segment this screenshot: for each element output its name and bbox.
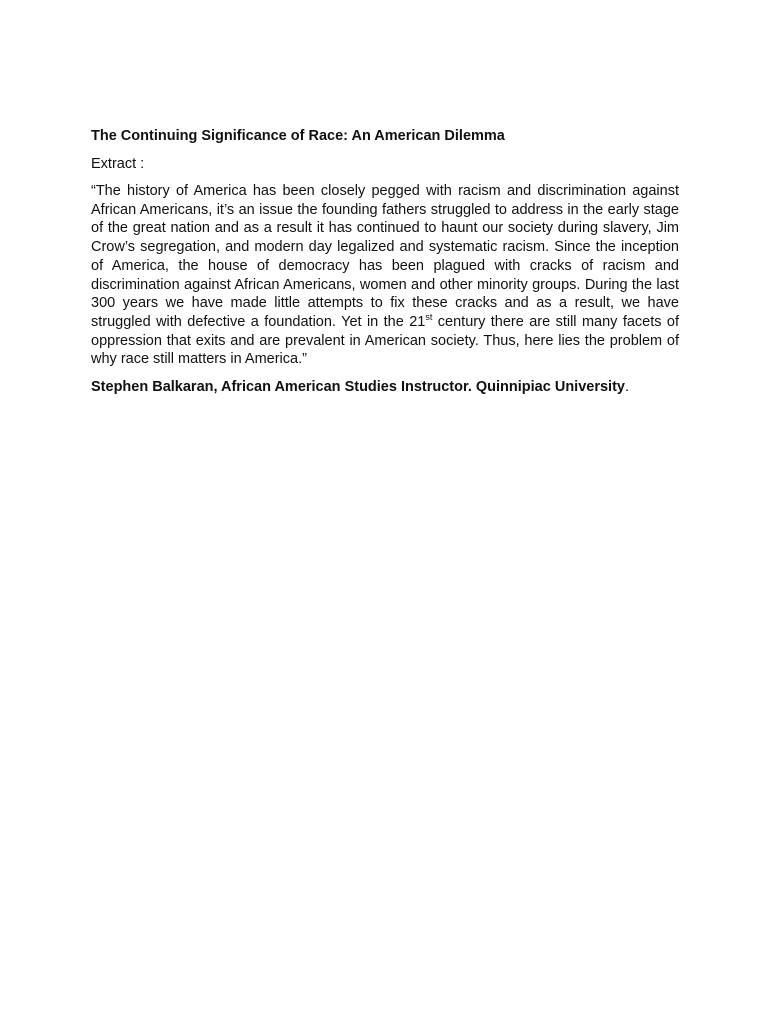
quote-paragraph [91,182,679,369]
attribution [91,377,679,397]
quote-text-part1: “The history of America has been closely pegged with racism and discrimination against African Americans, it’s an issue the founding fathers struggled to address in the early stage of the great nation and as a result it has continued to haunt our society during slavery, Jim Crow’s segregation, and modern day legalized and systematic racism. Since the inception of America, the house of democracy has been plagued with cracks of racism and discrimination against African Americans, women and other minority groups. During the last 300 years we have made little attempts to fix these cracks and as a result, we have struggled with defective a foundation. Yet in the 21 [91,183,679,330]
attribution-period: . [624,379,629,396]
quote-text-part2: century there are still many facets of oppression that exits and are prevalent in American society. Thus, here lies the problem of why race still matters in America.” [91,313,680,368]
attribution-name: Stephen Balkaran, African American Studies Instructor. Quinnipiac University [91,379,625,396]
ordinal-superscript: st [425,312,433,323]
document-title: The Continuing Significance of Race: An American Dilemma [91,128,505,144]
document-body [91,126,679,397]
extract-label: Extract : [91,156,145,172]
